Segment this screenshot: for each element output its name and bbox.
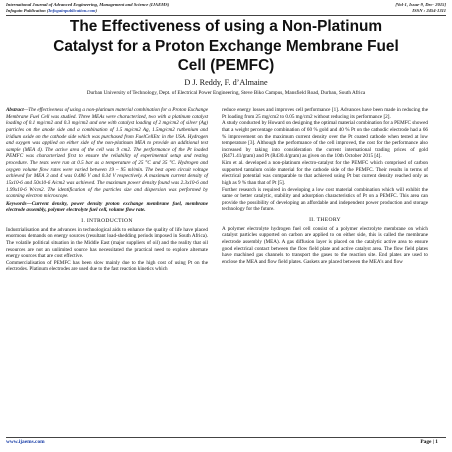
body-paragraph: A polymer electrolyte hydrogen fuel cell consist of a polymer electrolyte membrane on which catalyst particles supported on carbon are applied to on either side, this is called the membrane electrode assembly (MEA). A gas diffusion layer is placed on the catalytic active area to ensure good electrical contact between the flow field plate and active catalyst area. The flow field plates have machined gas channels to transport the gases to the reaction site. End plates are used to enclose the MEA and flow field plates. Gaskets are placed between the MEA’s and flow [222, 225, 428, 265]
body-paragraph: Commercialisation of PEMFC has been slow mainly due to the high cost of using Pt on the electrodes. Platinum electrodes are used due to the fast reaction kinetics which [6, 259, 208, 273]
body-paragraph: Kim et al. developed a non-platinum electro-catalyst for the PEMFC which comprised of carbon supported tantalum oxide material for the cathode side of the PEMFC. Their results in terms of electrical potential was comparable to that achieved using Pt but current density reached only as high as 9 % than that of Pt [5]. [222, 160, 428, 186]
section-heading-theory: II. THEORY [309, 217, 341, 223]
publisher-end: ) [95, 8, 97, 13]
title-line: Cell (PEMFC) [177, 57, 275, 74]
body-paragraph: reduce energy losses and improves cell performance [1]. Advances have been made in reducing the Pt loading from 25 mg/cm2 to 0.05 mg/cm2 without reducing its performance [2]. [222, 107, 428, 120]
journal-issn: ISSN : 2454-1311 [412, 8, 446, 13]
paper-authors: D J. Reddy, F. d’Almaine [184, 78, 268, 87]
page-footer [6, 439, 438, 445]
keywords: Keywords—Current density, power density proton exchange membrane fuel, membrane electrode assembly, polymer electrolyte fuel cell, volume flow rate. [6, 200, 208, 214]
journal-header [6, 2, 446, 14]
title-line: The Effectiveness of using a Non-Platinum [69, 18, 383, 35]
publisher-line [6, 8, 97, 14]
publisher-name: Infogain Publication ( [6, 8, 49, 13]
header-divider [6, 15, 446, 16]
section-heading-introduction: I. INTRODUCTION [81, 218, 133, 224]
body-paragraph: Industrialisation and the advances in technological aids to enhance the quality of life have placed enormous demands on energy sources (resultant load-shedding periods imposed in South Africa). The volatile political situation in the Middle East (major suppliers of oil) and the reality that oil resources are not an unlimited source has necessitated the practical need to explore alternate energy sources that are cost effective. [6, 226, 208, 260]
footer-site-link[interactable]: www.ijaems.com [6, 439, 45, 445]
left-column [6, 107, 208, 273]
body-paragraph: Further research is required in developing a low cost material combination which will exhibit the same or better catalytic, stability and adsorption characteristics of Pt on a PEMFC. This area can provide the possibility of developing an affordable and independent power production and storage technology for the future. [222, 186, 428, 213]
abstract-body: —The effectiveness of using a non-platinum material combination for a Proton Exchange Membrane Fuel Cell was studied. Three MEAs were characterized, two with a platinum catalyst loading of 0.1 mg/cm2 and 0.3 mg/cm2 and one with catalyst loading of 2 mg/cm2 of silver (Ag) particles on the anode side and a combination of 1.5 mg/cm2 Ag, 1.5mg/cm2 ruthenium and iridium oxide on the cathode side which was purchased from FuelCellEtc in the USA. Hydrogen and oxygen was applied on either side of the non-platinum MEA to provide an additional test sample (MEA 4). The active area of the cell was 9 cm2. The performance of the Pt loaded PEMFC was characterized first to ensure the reliability of experimental setup and testing procedure. The tests were run at 0.5 bar as a temperature of 25 °C and 35 °C. Hydrogen and oxygen volume flow rates were varied between 19 – 95 ml/min. The best open circuit voltage achieved for MEA 3 and 4 was 0.486 V and 0.34 V respectively. A maximum current density of 15x10-6 and 50x10-6 A/cm2 was achieved. The maximum power density found was 2.3x10-6 and 1.99x10-6 W/cm2. The identification of the particles size and dispersion was performed by scanning electron microscope. [6, 107, 208, 200]
abstract [6, 107, 208, 200]
abstract-label: Abstract [6, 107, 24, 113]
page-number: Page | 1 [420, 439, 438, 445]
paper-title [10, 17, 442, 76]
publisher-link[interactable]: Infogainpublication.com [48, 8, 96, 13]
footer-divider [6, 437, 446, 438]
journal-volume: [Vol-1, Issue-9, Dec- 2015] [395, 2, 446, 7]
right-column [222, 107, 428, 265]
journal-name: International Journal of Advanced Engineering, Management and Science (IJAEMS) [6, 2, 170, 7]
body-paragraph: A study conducted by Howard on designing the optimal material combination for a PEMFC showed that a weight percentage combination of 60 % gold and 40 % Pt on the cathodic electrode had a 66 % improvement on the maximum current density over the Pt coated cathode when tested at low temperature [3]. Although the performance of the cell improved, the cost for the performance also increased by taking into consideration the current international trading prices of gold (R471.41/gram) and Pt (R430.4/gram) as given on the 10th October 2015 [4]. [222, 120, 428, 160]
title-line: Catalyst for a Proton Exchange Membrane Fuel [53, 37, 399, 55]
paper-affiliation: Durban University of Technology, Dept. of Electrical Power Engineering, Steve Biko Campus, Mansfield Road, Durban, South Africa [86, 90, 366, 96]
